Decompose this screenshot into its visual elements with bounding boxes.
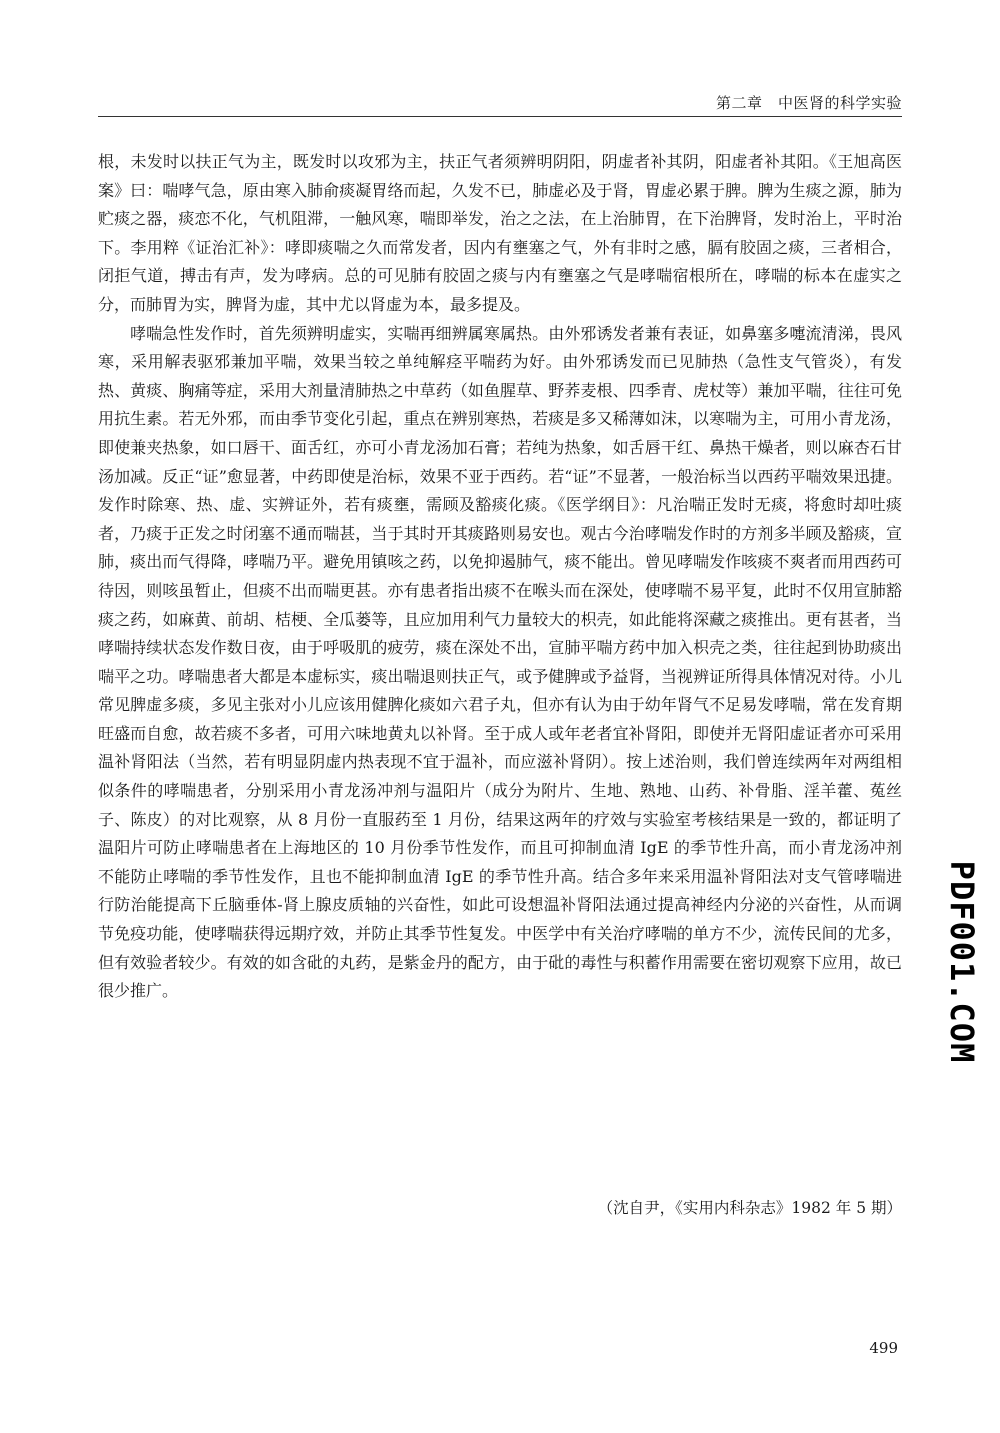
page-number: 499 [869, 1339, 898, 1357]
watermark-text: PDF001.COM [943, 860, 981, 1064]
running-header [98, 86, 902, 117]
source-citation: （沈自尹，《实用内科杂志》1982 年 5 期） [597, 1199, 902, 1217]
paragraph-continued: 根，未发时以扶正气为主，既发时以攻邪为主，扶正气者须辨明阴阳，阴虚者补其阴，阳虚者补其阳。《王旭高医案》曰：喘哮气急，原由寒入肺俞痰凝胃络而起，久发不已，肺虚必及于肾，胃虚必累于脾。脾为生痰之源，肺为贮痰之器，痰恋不化，气机阻滞，一触风寒，喘即举发，治之之法，在上治肺胃，在下治脾肾，发时治上，平时治下。李用粹《证治汇补》：哮即痰喘之久而常发者，因内有壅塞之气，外有非时之感，膈有胶固之痰，三者相合，闭拒气道，搏击有声，发为哮病。总的可见肺有胶固之痰与内有壅塞之气是哮喘宿根所在，哮喘的标本在虚实之分，而肺胃为实，脾肾为虚，其中尤以肾虚为本，最多提及。 [98, 152, 902, 314]
body-text [98, 148, 902, 1006]
watermark [940, 862, 984, 1062]
paragraph: 哮喘急性发作时，首先须辨明虚实，实喘再细辨属寒属热。由外邪诱发者兼有表证，如鼻塞多嚏流清涕，畏风寒，采用解表驱邪兼加平喘，效果当较之单纯解痉平喘药为好。由外邪诱发而已见肺热（急性支气管炎），有发热、黄痰、胸痛等症，采用大剂量清肺热之中草药（如鱼腥草、野荞麦根、四季青、虎杖等）兼加平喘，往往可免用抗生素。若无外邪，而由季节变化引起，重点在辨别寒热，若痰是多又稀薄如沫，以寒喘为主，可用小青龙汤，即使兼夹热象，如口唇干、面舌红，亦可小青龙汤加石膏；若纯为热象，如舌唇干红、鼻热干燥者，则以麻杏石甘汤加减。反正“证”愈显著，中药即使是治标，效果不亚于西药。若“证”不显著，一般治标当以西药平喘效果迅捷。发作时除寒、热、虚、实辨证外，若有痰壅，需顾及豁痰化痰。《医学纲目》：凡治喘正发时无痰，将愈时却吐痰者，乃痰于正发之时闭塞不通而喘甚，当于其时开其痰路则易安也。观古今治哮喘发作时的方剂多半顾及豁痰，宣肺，痰出而气得降，哮喘乃平。避免用镇咳之药，以免抑遏肺气，痰不能出。曾见哮喘发作咳痰不爽者而用西药可待因，则咳虽暂止，但痰不出而喘更甚。亦有患者指出痰不在喉头而在深处，使哮喘不易平复，此时不仅用宣肺豁痰之药，如麻黄、前胡、桔梗、全瓜蒌等，且应加用利气力量较大的枳壳，如此能将深藏之痰推出。更有甚者，当哮喘持续状态发作数日夜，由于呼吸肌的疲劳，痰在深处不出，宣肺平喘方药中加入枳壳之类，往往起到协助痰出喘平之功。哮喘患者大都是本虚标实，痰出喘退则扶正气，或予健脾或予益肾，当视辨证所得具体情况对待。小儿常见脾虚多痰，多见主张对小儿应该用健脾化痰如六君子丸，但亦有认为由于幼年肾气不足易发哮喘，常在发育期旺盛而自愈，故若痰不多者，可用六味地黄丸以补肾。至于成人或年老者宜补肾阳，即使并无肾阳虚证者亦可采用温补肾阳法（当然，若有明显阴虚内热表现不宜于温补，而应滋补肾阴）。按上述治则，我们曾连续两年对两组相似条件的哮喘患者，分别采用小青龙汤冲剂与温阳片（成分为附片、生地、熟地、山药、补骨脂、淫羊藿、菟丝子、陈皮）的对比观察，从 8 月份一直服药至 1 月份，结果这两年的疗效与实验室考核结果是一致的，都证明了温阳片可防止哮喘患者在上海地区的 10 月份季节性发作，而且可抑制血清 IgE 的季节性升高，而小青龙汤冲剂不能防止哮喘的季节性发作，且也不能抑制血清 IgE 的季节性升高。结合多年来采用温补肾阳法对支气管哮喘进行防治能提高下丘脑垂体-肾上腺皮质轴的兴奋性，如此可设想温补肾阳法通过提高神经内分泌的兴奋性，从而调节免疫功能，使哮喘获得远期疗效，并防止其季节性复发。中医学中有关治疗哮喘的单方不少，流传民间的尤多，但有效验者较少。有效的如含砒的丸药，是紫金丹的配方，由于砒的毒性与积蓄作用需要在密切观察下应用，故已很少推广。 [98, 323, 902, 1001]
chapter-title: 第二章 中医肾的科学实验 [715, 94, 902, 112]
